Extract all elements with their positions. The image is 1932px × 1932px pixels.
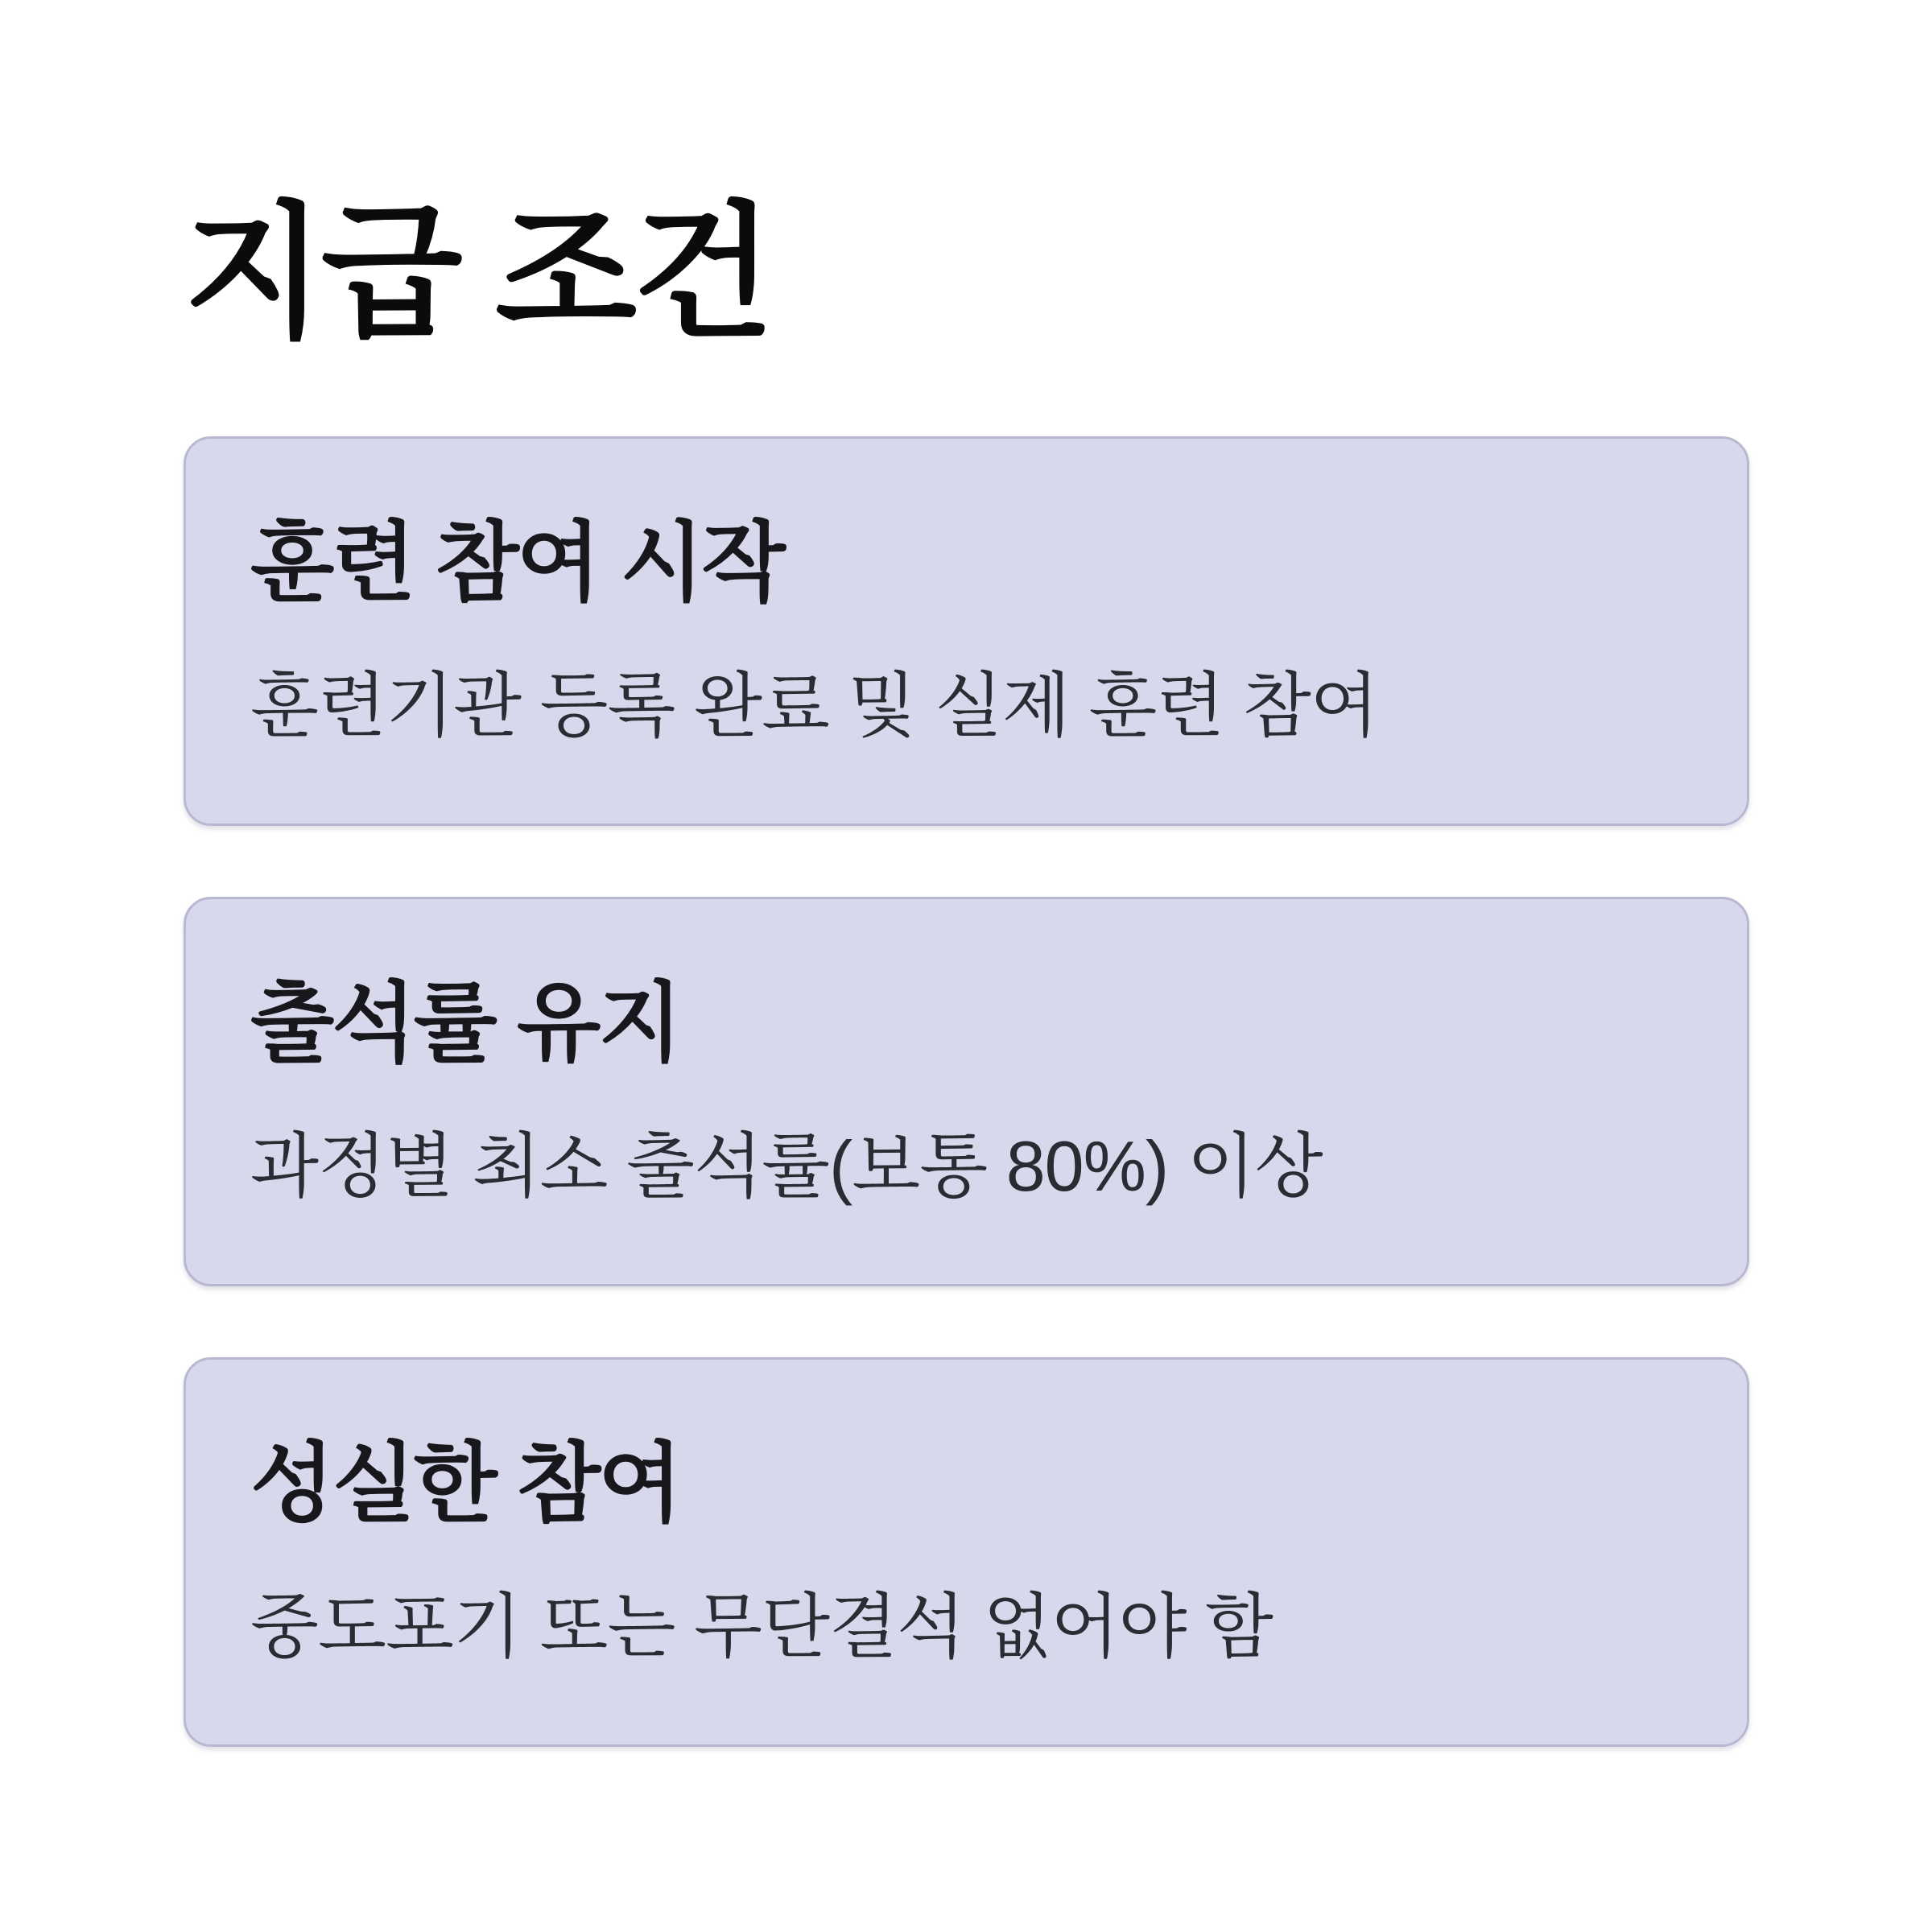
card-title: 성실한 참여 xyxy=(250,1435,680,1532)
card-title: 출석률 유지 xyxy=(250,974,680,1071)
card-description: 훈련기관 등록 완료 및 실제 훈련 참여 xyxy=(250,666,1378,745)
condition-card-sincere-participation xyxy=(184,1357,1749,1747)
condition-card-training-start xyxy=(184,436,1749,826)
condition-card-attendance xyxy=(184,897,1749,1286)
condition-card-list xyxy=(184,436,1749,1747)
card-description: 과정별 최소 출석률(보통 80%) 이상 xyxy=(250,1126,1323,1206)
card-description: 중도포기 또는 무단결석 없어야 함 xyxy=(250,1587,1273,1666)
page-title: 지급 조건 xyxy=(184,191,770,355)
card-title: 훈련 참여 시작 xyxy=(250,514,783,611)
